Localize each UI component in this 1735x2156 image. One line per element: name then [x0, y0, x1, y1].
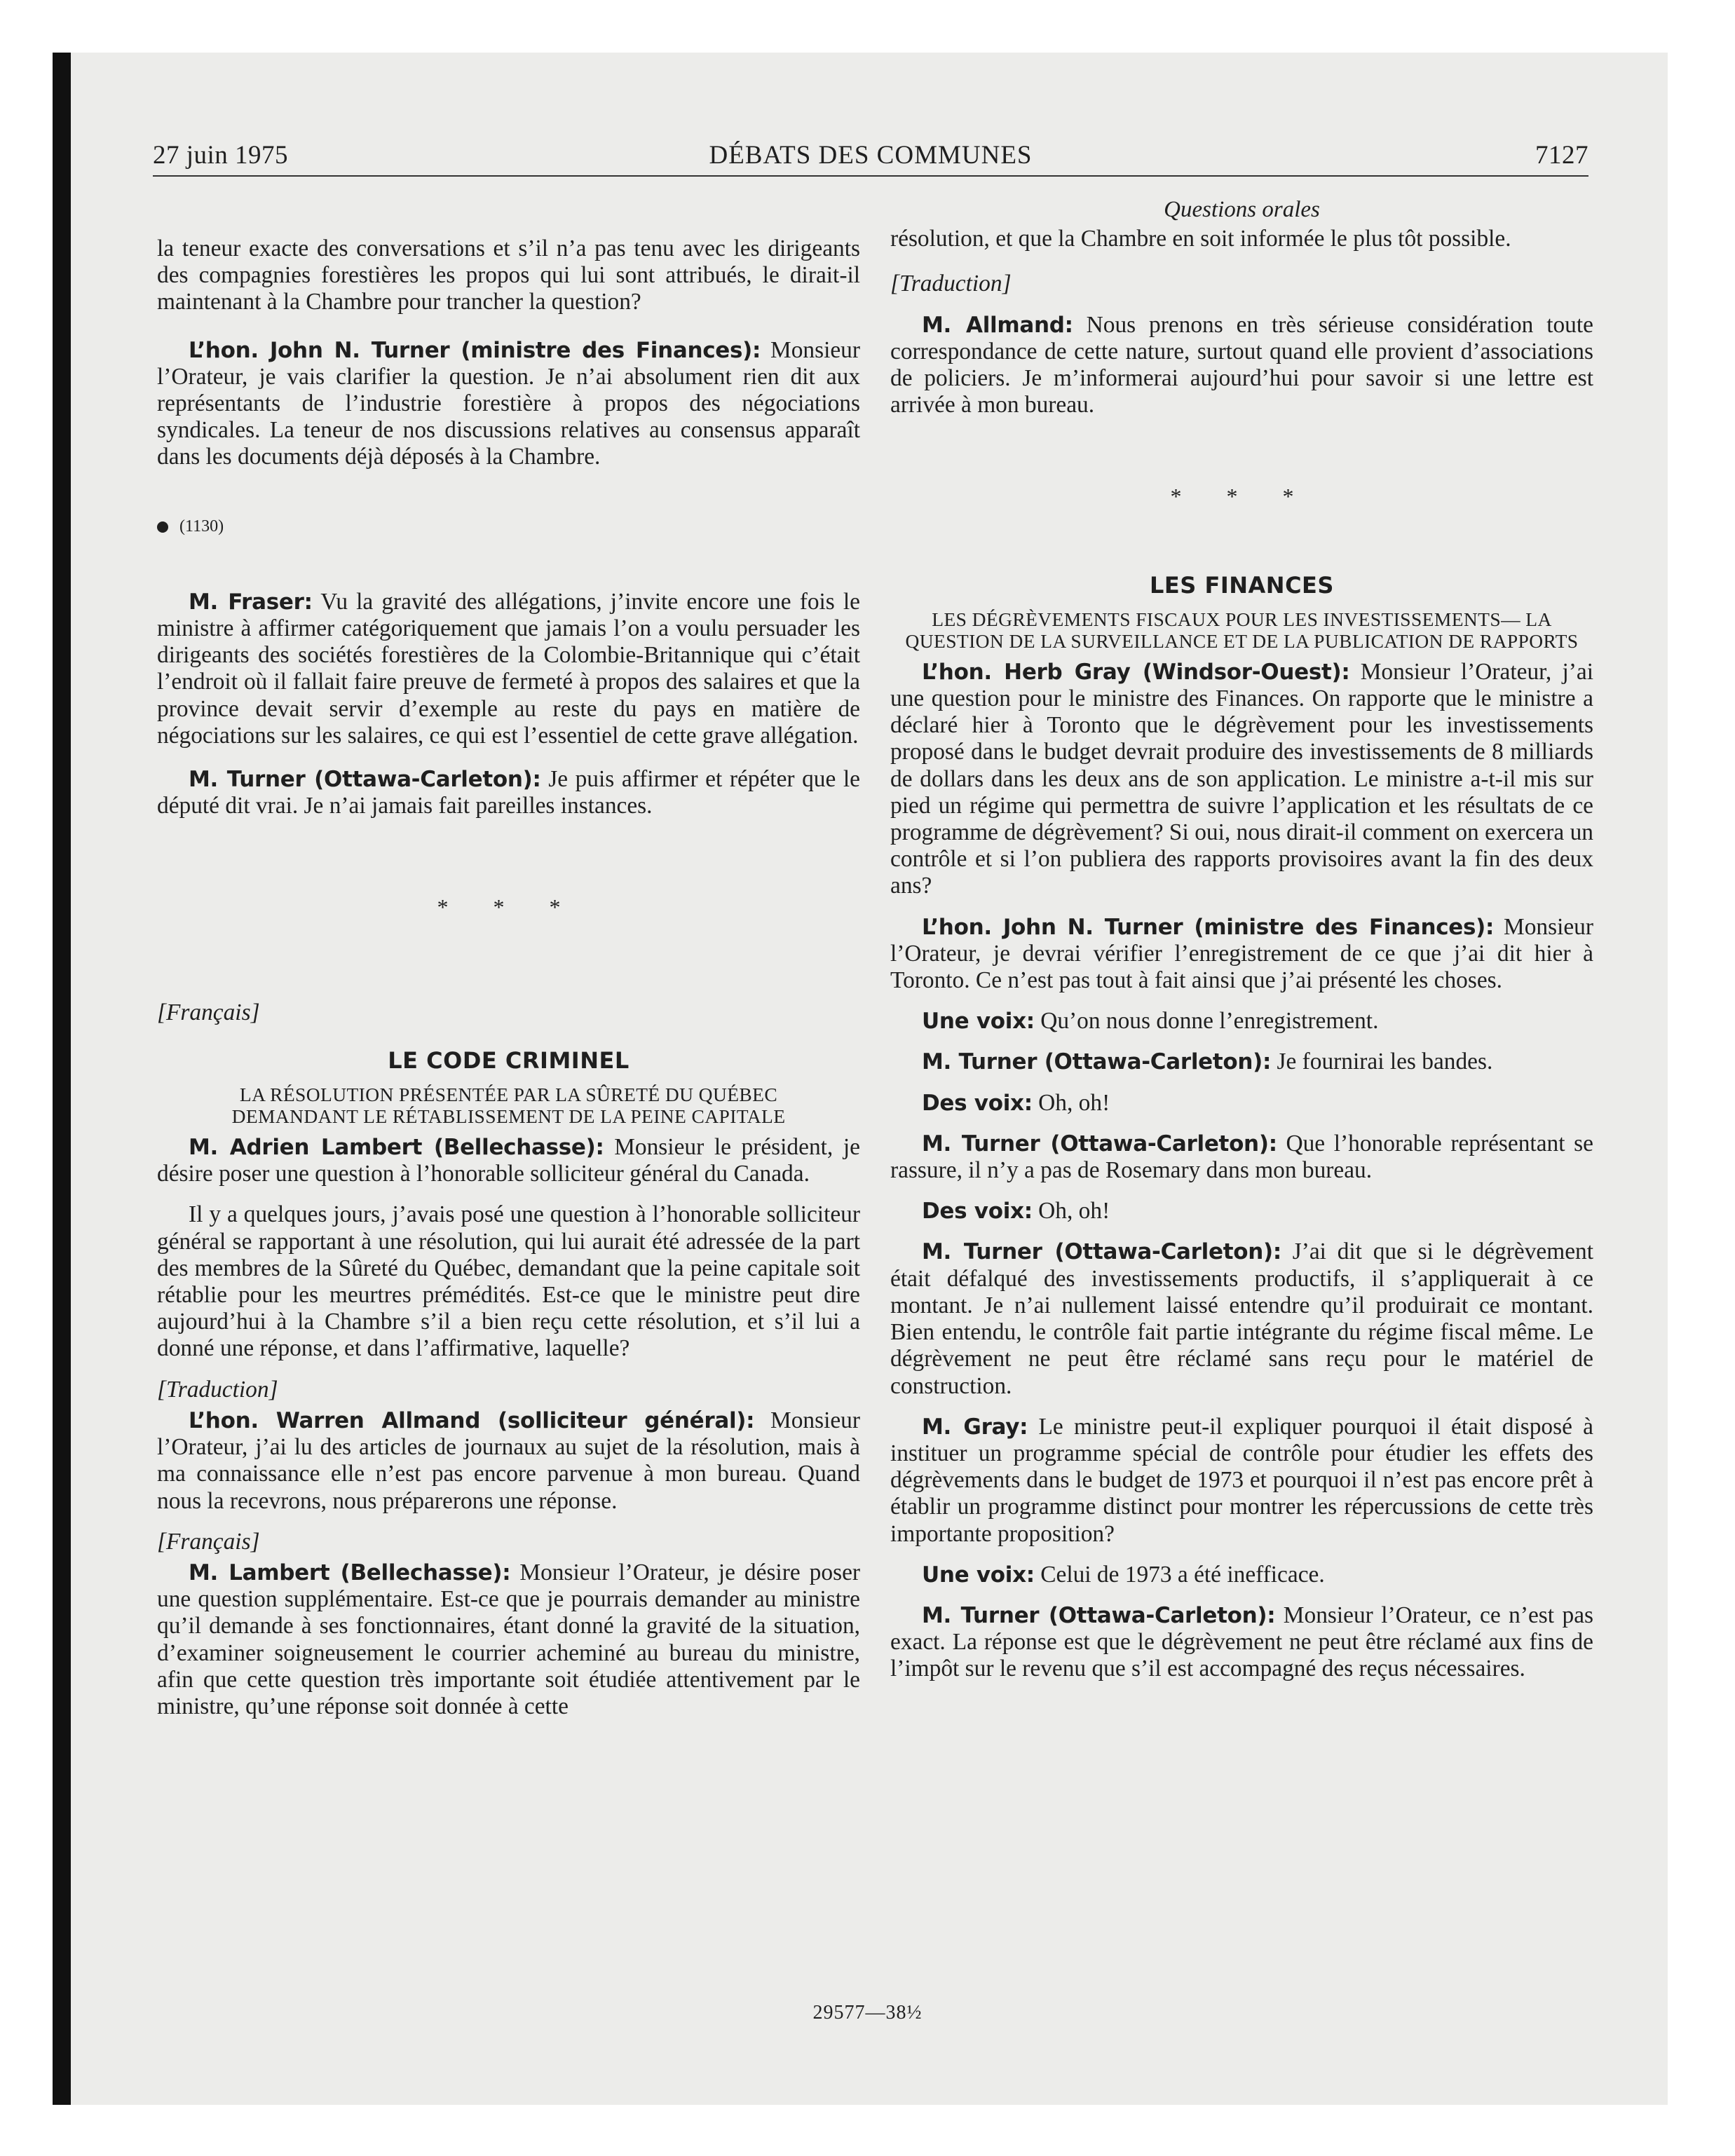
paragraph: résolution, et que la Chambre en soit informée le plus tôt possible.	[890, 226, 1511, 252]
speaker-name: Une voix:	[922, 1562, 1035, 1588]
paragraph	[890, 1414, 1593, 1548]
left-column	[157, 196, 860, 1734]
paragraph	[890, 659, 1593, 900]
running-head: Questions orales	[1164, 197, 1320, 222]
paragraph	[157, 1134, 860, 1187]
header-title: DÉBATS DES COMMUNES	[709, 141, 1033, 170]
paragraph	[157, 589, 860, 749]
page-header	[153, 140, 1588, 175]
speaker-name: Une voix:	[922, 1009, 1035, 1035]
speaker-name: M. Lambert (Bellechasse):	[189, 1560, 511, 1585]
time-marker	[157, 513, 860, 540]
speaker-name: M. Turner (Ottawa-Carleton):	[922, 1049, 1272, 1075]
time-marker-text: (1130)	[179, 517, 224, 535]
speech-text: Que l’honorable représentant se rassure, il n’y a pas de Rosemary dans mon bureau.	[890, 1130, 1593, 1184]
paragraph	[890, 1602, 1593, 1683]
paragraph	[157, 766, 860, 819]
paragraph	[890, 1049, 1593, 1075]
speech-text: Nous prenons en très sérieuse considération toute correspondance de cette nature, surtout quand elle provient d’associations de policiers. Je m’informerai aujourd’hui pour savoir si une lettre est arrivée à mon bureau.	[890, 311, 1593, 418]
speaker-name: Des voix:	[922, 1199, 1033, 1224]
header-date: 27 juin 1975	[153, 141, 289, 170]
section-title: LE CODE CRIMINEL	[388, 1046, 630, 1074]
bullet-icon	[157, 521, 168, 533]
speech-text: Vu la gravité des allégations, j’invite encore une fois le ministre à affirmer catégoriquement que jamais l’on a voulu persuader les dirigeants des sociétés forestières de la Colombie-Britannique qui c’était l’endroit où il fallait faire preuve de fermeté à propos des salaires et que la province devait servir d’exemple au reste du pays en matière de négociations sur les salaires, ce qui est l’essentiel de cette grave allégation.	[157, 588, 860, 749]
speech-text: Oh, oh!	[1032, 1198, 1110, 1224]
speech-text: J’ai dit que si le dégrèvement était défalqué des investissements productifs, il s’appliquerait à ce montant. Je n’ai nullement laissé entendre qu’il produirait ce montant. Bien entendu, le contrôle fait partie intégrante du régime fiscal même. Le dégrèvement ne peut être réclamé sans reçu pour le matériel de construction.	[890, 1239, 1594, 1399]
speaker-name: M. Turner (Ottawa-Carleton):	[922, 1239, 1281, 1265]
speaker-name: Des voix:	[922, 1090, 1033, 1116]
section-subtitle: LA RÉSOLUTION PRÉSENTÉE PAR LA SÛRETÉ DU QUÉBEC DEMANDANT LE RÉTABLISSEMENT DE LA PEINE CAPITALE	[231, 1084, 786, 1128]
speaker-name: M. Fraser:	[189, 589, 313, 615]
paragraph: la teneur exacte des conversations et s’il n’a pas tenu avec les dirigeants des compagnies forestières les propos qui lui sont attribués, le dirait-il maintenant à la Chambre pour trancher la question?	[157, 236, 860, 315]
speaker-name: L’hon. John N. Turner (ministre des Finances):	[189, 337, 761, 363]
page-footer-code: 29577—38½	[812, 2002, 923, 2024]
paragraph	[890, 1239, 1593, 1399]
speech-text: Je fournirai les bandes.	[1271, 1049, 1493, 1075]
language-note: [Français]	[157, 1528, 260, 1555]
paragraph	[890, 1131, 1593, 1184]
paragraph	[157, 1407, 860, 1515]
speaker-name: M. Turner (Ottawa-Carleton):	[922, 1602, 1276, 1628]
scan-left-edge	[53, 53, 71, 2105]
speech-text: Le ministre peut-il expliquer pourquoi il était disposé à instituer un programme spécial de contrôle pour étudier les effets des dégrèvements dans le budget de 1973 et pourquoi il n’est pas encore prêt à établir un programme distinct pour montrer les répercussions de cette très importante proposition?	[890, 1413, 1593, 1547]
speaker-name: L’hon. Warren Allmand (solliciteur général):	[189, 1407, 755, 1433]
speaker-name: M. Turner (Ottawa-Carleton):	[922, 1131, 1277, 1157]
language-note: [Traduction]	[890, 271, 1012, 297]
section-title: LES FINANCES	[1150, 571, 1334, 599]
speech-text: Monsieur l’Orateur, je désire poser une question supplémentaire. Est-ce que je pourrais demander au ministre qu’il demande à ses fonctionnaires, étant donné la gravité de la situation, d’examiner soigneusement le courrier acheminé au bureau du ministre, afin que cette question très importante soit étudiée attentivement par le ministre, qu’une réponse soit donnée à cette	[157, 1559, 861, 1719]
speaker-name: L’hon. Herb Gray (Windsor-Ouest):	[922, 659, 1350, 685]
paragraph	[890, 312, 1593, 419]
header-page-number: 7127	[1535, 141, 1588, 170]
speaker-name: M. Turner (Ottawa-Carleton):	[189, 767, 541, 793]
speech-text: Celui de 1973 a été inefficace.	[1034, 1561, 1325, 1588]
speech-text: Monsieur l’Orateur, j’ai une question pour le ministre des Finances. On rapporte que le ministre a déclaré hier à Toronto que le dégrèvement pour les investissements proposé dans le budget devrait produire des investissements de 8 milliards de dollars dans les deux ans de son application. Le ministre a-t-il mis sur pied un régime qui permettra de suivre l’application et les résultats de ce programme de dégrèvement? Si oui, nous dirait-il comment on exercera un contrôle et si l’on publiera des rapports provisoires avant la fin des deux ans?	[890, 658, 1593, 899]
speaker-name: M. Allmand:	[922, 312, 1073, 338]
speech-text: Oh, oh!	[1032, 1089, 1110, 1116]
paragraph	[157, 1560, 860, 1720]
speech-text: Je puis affirmer et répéter que le député dit vrai. Je n’ai jamais fait pareilles instances.	[157, 766, 860, 819]
section-separator: * * *	[1170, 484, 1314, 510]
speech-text: Monsieur l’Orateur, je vais clarifier la question. Je n’ai absolument rien dit aux représentants de l’industrie forestière à propos des négociations syndicales. La teneur de nos discussions relatives au consensus apparaît dans les documents déjà déposés à la Chambre.	[157, 336, 860, 470]
speaker-name: L’hon. John N. Turner (ministre des Finances):	[922, 914, 1495, 940]
paragraph	[890, 1562, 1593, 1588]
speech-text: Monsieur l’Orateur, j’ai lu des articles de journaux au sujet de la résolution, mais à ma connaissance elle n’est pas encore parvenue à mon bureau. Quand nous la recevrons, nous préparerons une réponse.	[157, 1407, 860, 1514]
paragraph: Il y a quelques jours, j’avais posé une question à l’honorable solliciteur général se rapportant à une résolution, qui lui aurait été adressée de la part des membres de la Sûreté du Québec, demandant que la peine capitale soit rétablie pour les meurtres prémédités. Est-ce que le ministre peut dire aujourd’hui à la Chambre s’il a bien reçu cette résolution, et s’il lui a donné une réponse, et dans l’affirmative, laquelle?	[157, 1201, 860, 1362]
language-note: [Traduction]	[157, 1376, 278, 1403]
section-subtitle: LES DÉGRÈVEMENTS FISCAUX POUR LES INVESTISSEMENTS— LA QUESTION DE LA SURVEILLANCE ET DE LA PUBLICATION DE RAPPORTS	[905, 608, 1579, 652]
paragraph	[890, 1198, 1593, 1224]
speaker-name: M. Gray:	[922, 1414, 1028, 1440]
paragraph	[890, 1090, 1593, 1117]
paragraph	[890, 1008, 1593, 1035]
speech-text: Monsieur le président, je désire poser une question à l’honorable solliciteur général du Canada.	[157, 1134, 860, 1187]
speech-text: Monsieur l’Orateur, ce n’est pas exact. La réponse est que le dégrèvement ne peut être réclamé aux fins de l’impôt sur le revenu que s’il est accompagné des reçus nécessaires.	[890, 1602, 1594, 1682]
speaker-name: M. Adrien Lambert (Bellechasse):	[189, 1135, 604, 1161]
section-separator: * * *	[437, 894, 580, 920]
speech-text: Qu’on nous donne l’enregistrement.	[1034, 1008, 1379, 1035]
paragraph	[890, 914, 1593, 995]
speech-text: Monsieur l’Orateur, je devrai vérifier l’enregistrement de ce que j’ai dit hier à Toronto. Ce n’est pas tout à fait ainsi que j’ai présenté les choses.	[890, 913, 1593, 994]
paragraph	[157, 337, 860, 471]
language-note: [Français]	[157, 999, 260, 1025]
right-column	[890, 196, 1593, 1697]
header-rule	[153, 175, 1588, 177]
